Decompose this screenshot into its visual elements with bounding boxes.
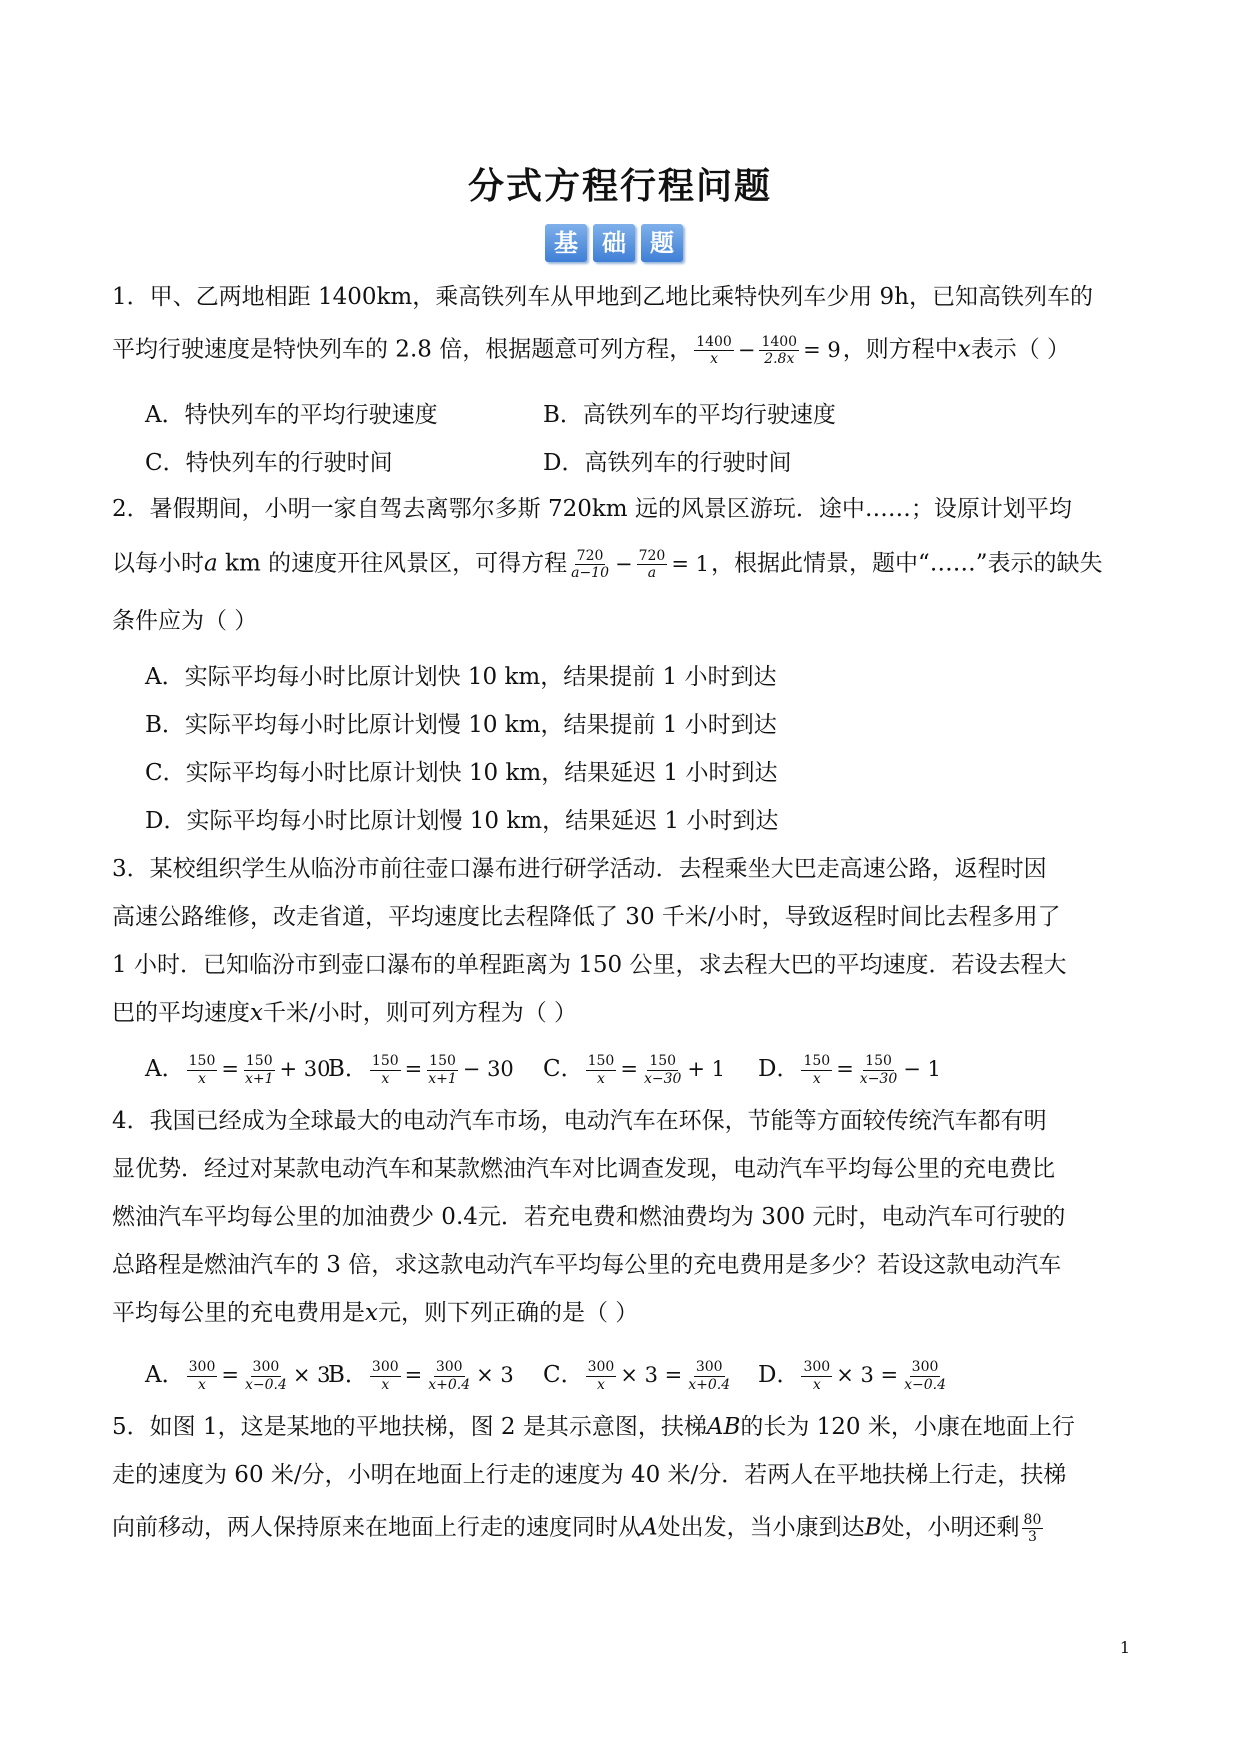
q3-text: 巴的平均速度 (112, 1000, 250, 1026)
frac-den: x (198, 1376, 206, 1393)
frac-num: 150 (245, 1053, 273, 1070)
q4-option-b[interactable] (328, 1356, 516, 1393)
point-label: A (641, 1514, 658, 1541)
variable: x (957, 336, 971, 363)
frac-num: 300 (435, 1359, 463, 1376)
q1-option-a[interactable]: A．特快列车的平均行驶速度 (145, 402, 438, 428)
frac-num: 150 (587, 1053, 615, 1070)
option-operator: = (404, 1363, 423, 1387)
frac-num: 300 (188, 1359, 216, 1376)
frac-num: 150 (803, 1053, 831, 1070)
option-tail: − 1 (903, 1057, 941, 1081)
section-badge (545, 224, 683, 262)
q2-line (112, 548, 1103, 581)
frac-den: a (647, 565, 657, 582)
option-label: A． (145, 1362, 185, 1388)
option-tail: + 1 (687, 1057, 726, 1081)
q4-line: 燃油汽车平均每公里的加油费少 0.4元．若充电费和燃油费均为 300 元时，电动汽车可行驶的 (112, 1204, 1066, 1230)
option-tail: − 30 (462, 1057, 514, 1081)
frac-den: x−30 (643, 1070, 682, 1087)
frac-num: 150 (371, 1053, 399, 1070)
q2-text: 以每小时 (112, 550, 204, 577)
frac-num: 150 (649, 1053, 677, 1070)
frac-den: x+0.4 (688, 1376, 731, 1393)
frac-num: 150 (429, 1053, 456, 1070)
q2-option-a[interactable]: A．实际平均每小时比原计划快 10 km，结果提前 1 小时到达 (145, 664, 777, 690)
option-tail: × 3 (292, 1363, 331, 1387)
q2-text: km 的速度开往风景区，可得方程 (217, 550, 568, 577)
page-number: 1 (1119, 1638, 1130, 1657)
operator: − (615, 551, 633, 576)
q3-line: 1 小时．已知临汾市到壶口瀑布的单程距离为 150 公里，求去程大巴的平均速度．若设去程大 (112, 952, 1067, 978)
page-title: 分式方程行程问题 (467, 166, 772, 207)
frac-den: x−0.4 (244, 1376, 287, 1393)
q3-text: 千米/小时，则可列方程为（ ） (262, 1000, 578, 1026)
q4-line: 显优势．经过对某款电动汽车和某款燃油汽车对比调查发现，电动汽车平均每公里的充电费比 (112, 1156, 1055, 1182)
option-label: D． (758, 1056, 800, 1082)
option-fraction (187, 1359, 218, 1392)
operator: − (737, 337, 756, 362)
frac-den: x (812, 1070, 821, 1087)
badge-char: 基 (545, 224, 587, 262)
q2-fraction (569, 548, 611, 581)
q2-line: 2．暑假期间，小明一家自驾去离鄂尔多斯 720km 远的风景区游玩．途中……；设原计划平均 (112, 496, 1072, 522)
frac-den: a−10 (571, 565, 609, 582)
option-label: A． (145, 1056, 185, 1082)
option-fraction (426, 1359, 472, 1392)
q5-text: 的长为 120 米，小康在地面上行 (740, 1414, 1075, 1440)
option-operator: × 3 = (620, 1363, 683, 1387)
frac-den: x (812, 1376, 821, 1393)
badge-char: 题 (641, 224, 683, 262)
q1-fraction (759, 334, 799, 367)
option-tail: + 30 (279, 1057, 331, 1081)
option-label: B． (328, 1056, 368, 1082)
option-fraction (370, 1053, 401, 1086)
q1-line: 1．甲、乙两地相距 1400km，乘高铁列车从甲地到乙地比乘特快列车少用 9h，已知高铁列车的 (112, 284, 1093, 310)
q3-line: 高速公路维修，改走省道，平均速度比去程降低了 30 千米/小时，导致返程时间比去程多用了 (112, 904, 1061, 930)
point-label: B (864, 1514, 882, 1541)
q3-option-c[interactable] (543, 1050, 727, 1087)
q3-line: 3．某校组织学生从临汾市前往壶口瀑布进行研学活动．去程乘坐大巴走高速公路，返程时因 (112, 856, 1047, 882)
option-operator: = (221, 1363, 239, 1387)
variable: a (204, 550, 218, 577)
q2-line: 条件应为（ ） (112, 608, 258, 634)
option-fraction (858, 1053, 899, 1086)
option-fraction (426, 1053, 459, 1086)
q2-option-c[interactable]: C．实际平均每小时比原计划快 10 km，结果延迟 1 小时到达 (145, 760, 778, 786)
frac-den: x (381, 1070, 390, 1087)
equals-sign: = (836, 1057, 854, 1081)
option-fraction (187, 1053, 218, 1086)
option-fraction (902, 1359, 948, 1392)
option-tail: × 3 (476, 1363, 514, 1387)
q4-line: 总路程是燃油汽车的 3 倍，求这款电动汽车平均每公里的充电费用是多少？若设这款电动汽车 (112, 1252, 1062, 1278)
frac-den: x (597, 1376, 605, 1393)
option-operator: × 3 = (836, 1363, 899, 1387)
q2-text: ，根据此情景，题中“……”表示的缺失 (710, 550, 1103, 577)
q1-option-d[interactable]: D．高铁列车的行驶时间 (543, 450, 792, 476)
frac-den: x+0.4 (428, 1376, 471, 1393)
badge-char: 础 (593, 224, 635, 262)
q1-line (112, 334, 1070, 367)
frac-num: 300 (803, 1359, 831, 1376)
frac-num: 150 (188, 1053, 216, 1070)
q1-text: 表示（ ） (970, 336, 1071, 363)
q5-fraction (1022, 1512, 1044, 1545)
option-label: D． (758, 1362, 800, 1388)
q2-option-d[interactable]: D．实际平均每小时比原计划慢 10 km，结果延迟 1 小时到达 (145, 808, 779, 834)
frac-num: 300 (252, 1359, 280, 1376)
frac-num: 300 (587, 1359, 615, 1376)
option-label: C． (543, 1056, 584, 1082)
q1-text: ，则方程中 (842, 336, 958, 363)
q1-option-c[interactable]: C．特快列车的行驶时间 (145, 450, 393, 476)
q4-option-c[interactable] (543, 1356, 734, 1393)
frac-num: 80 (1023, 1512, 1042, 1528)
q4-text: 元，则下列正确的是（ ） (377, 1300, 639, 1326)
q5-text: 处出发，当小康到达 (657, 1514, 865, 1541)
option-fraction (586, 1359, 617, 1392)
q5-text: 向前移动，两人保持原来在地面上行走的速度同时从 (112, 1514, 641, 1541)
frac-num: 300 (695, 1359, 723, 1376)
q5-line (112, 1512, 1045, 1545)
option-fraction (801, 1053, 832, 1086)
variable: x (365, 1300, 378, 1326)
q5-line: 走的速度为 60 米/分，小明在地面上行走的速度为 40 米/分．若两人在平地扶梯上行走，扶梯 (112, 1462, 1067, 1488)
q3-option-a[interactable] (145, 1050, 333, 1087)
q5-text: 处，小明还剩 (881, 1514, 1020, 1541)
option-fraction (686, 1359, 732, 1392)
q5-text: 5．如图 1，这是某地的平地扶梯，图 2 是其示意图，扶梯 (112, 1414, 707, 1440)
frac-den: x (597, 1070, 605, 1087)
frac-den: x+1 (428, 1070, 457, 1087)
q1-option-b[interactable]: B．高铁列车的平均行驶速度 (543, 402, 836, 428)
q1-fraction (694, 334, 734, 367)
equals-sign: = (404, 1057, 423, 1081)
q4-line: 4．我国已经成为全球最大的电动汽车市场，电动汽车在环保，节能等方面较传统汽车都有明 (112, 1108, 1047, 1134)
equals-sign: = (221, 1057, 239, 1081)
frac-den: 2.8x (764, 351, 795, 368)
option-fraction (801, 1359, 832, 1392)
frac-den: x (381, 1376, 390, 1393)
q4-text: 平均每公里的充电费用是 (112, 1300, 365, 1326)
frac-num: 720 (576, 548, 604, 564)
q5-line (112, 1414, 1075, 1442)
option-label: B． (328, 1362, 368, 1388)
frac-den: x (710, 351, 718, 368)
operator: = 1 (671, 551, 709, 576)
frac-num: 1400 (696, 334, 732, 350)
variable: x (250, 1000, 263, 1026)
option-fraction (370, 1359, 401, 1392)
operator: = 9 (803, 337, 841, 362)
frac-num: 1400 (761, 334, 798, 350)
option-fraction (243, 1053, 276, 1086)
q3-option-d[interactable] (758, 1050, 943, 1087)
frac-num: 720 (638, 548, 666, 564)
q3-line (112, 1000, 577, 1028)
frac-num: 150 (865, 1053, 892, 1070)
q4-option-a[interactable] (145, 1356, 333, 1393)
q2-fraction (637, 548, 668, 581)
segment-label: AB (706, 1414, 741, 1440)
frac-den: x−0.4 (904, 1376, 946, 1393)
option-fraction (642, 1053, 683, 1086)
q1-text: 平均行驶速度是特快列车的 2.8 倍，根据题意可列方程， (112, 336, 693, 363)
frac-den: x+1 (244, 1070, 274, 1087)
frac-num: 300 (371, 1359, 399, 1376)
frac-den: x−30 (859, 1070, 898, 1087)
q4-line (112, 1300, 638, 1328)
option-fraction (586, 1053, 617, 1086)
q3-option-b[interactable] (328, 1050, 516, 1087)
frac-num: 300 (911, 1359, 939, 1376)
q2-option-b[interactable]: B．实际平均每小时比原计划慢 10 km，结果提前 1 小时到达 (145, 712, 777, 738)
frac-den: 3 (1027, 1529, 1037, 1546)
option-fraction (243, 1359, 289, 1392)
option-label: C． (543, 1362, 584, 1388)
equals-sign: = (620, 1057, 638, 1081)
q4-option-d[interactable] (758, 1356, 950, 1393)
frac-den: x (198, 1070, 206, 1087)
